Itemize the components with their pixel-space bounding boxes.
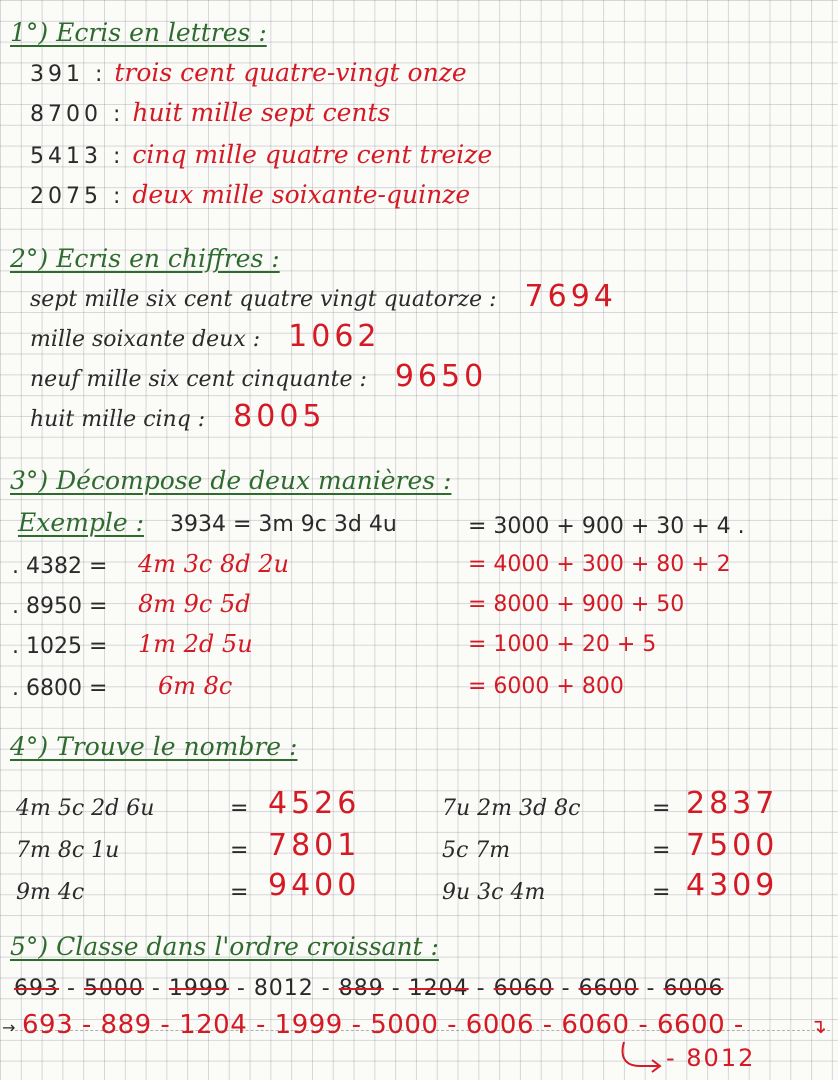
s3-decomposition-a: 6m 8c xyxy=(158,672,233,700)
s5-answer-tail: - 8012 xyxy=(666,1044,756,1072)
s1-number: 391 : xyxy=(30,62,107,87)
s4-right-question: 9u 3c 4m xyxy=(442,880,546,905)
s5-separator: - xyxy=(143,976,169,1001)
s5-list-item: 5000 xyxy=(83,976,144,1001)
s3-example-label: Exemple : xyxy=(18,508,145,537)
s1-row-1 xyxy=(30,58,467,90)
s3-decomposition-a: 4m 3c 8d 2u xyxy=(138,550,289,578)
s4-equals: = xyxy=(230,796,249,821)
s5-list-item: 6006 xyxy=(663,976,724,1001)
s4-left-question: 7m 8c 1u xyxy=(16,838,120,863)
s5-separator: - xyxy=(553,976,579,1001)
s3-number: . 1025 = xyxy=(12,634,108,659)
s3-decomposition-b: = 1000 + 20 + 5 xyxy=(468,632,657,657)
s3-decomposition-b: = 4000 + 300 + 80 + 2 xyxy=(468,552,731,577)
s5-separator: - xyxy=(468,976,494,1001)
s2-answer: 1062 xyxy=(288,319,381,354)
s3-example xyxy=(18,508,397,540)
s4-right-question: 5c 7m xyxy=(442,838,511,863)
s3-number: . 6800 = xyxy=(12,676,108,701)
s3-decomposition-b: = 6000 + 800 xyxy=(468,674,624,699)
s2-answer: 9650 xyxy=(394,359,488,394)
s2-row-1 xyxy=(30,279,617,315)
s5-separator: - xyxy=(59,976,84,1001)
s2-question: mille soixante deux : xyxy=(30,327,261,352)
section-1-title: 1°) Ecris en lettres : xyxy=(10,18,267,47)
s5-list-item: 6060 xyxy=(493,976,554,1001)
s5-list-item: 6600 xyxy=(578,976,639,1001)
s5-list-item: 693 xyxy=(14,976,59,1001)
s4-equals: = xyxy=(230,880,249,905)
s4-left-question: 4m 5c 2d 6u xyxy=(16,796,155,821)
s5-number-list xyxy=(14,976,724,1001)
s2-answer: 8005 xyxy=(233,399,326,434)
s2-row-2 xyxy=(30,319,381,355)
s1-number: 5413 : xyxy=(30,144,125,169)
s3-decomposition-b: = 8000 + 900 + 50 xyxy=(468,592,685,617)
s4-left-answer: 4526 xyxy=(268,786,361,821)
s5-list-item: 1204 xyxy=(408,976,469,1001)
s2-question: sept mille six cent quatre vingt quatorze : xyxy=(30,287,497,312)
s4-equals: = xyxy=(652,880,671,905)
s5-arrow-icon: → xyxy=(2,1018,16,1037)
s5-separator: - xyxy=(313,976,339,1001)
s4-right-answer: 4309 xyxy=(686,868,779,903)
s3-example-right: = 3000 + 900 + 30 + 4 . xyxy=(468,514,745,539)
s4-right-question: 7u 2m 3d 8c xyxy=(442,796,581,821)
s2-question: huit mille cinq : xyxy=(30,407,206,432)
s4-right-answer: 7500 xyxy=(686,828,779,863)
s1-answer: trois cent quatre-vingt onze xyxy=(114,58,467,87)
s4-right-answer: 2837 xyxy=(686,786,779,821)
s5-list-item: 889 xyxy=(338,976,384,1001)
s5-continue-arrow-icon: ↴ xyxy=(810,1014,827,1038)
s4-left-answer: 9400 xyxy=(268,868,361,903)
s4-equals: = xyxy=(652,838,671,863)
s5-hook-arrow-icon xyxy=(618,1040,668,1074)
s1-answer: cinq mille quatre cent treize xyxy=(132,140,493,169)
s1-number: 2075 : xyxy=(30,184,125,209)
s3-decomposition-a: 8m 9c 5d xyxy=(138,590,251,618)
s5-ordered-answer: 693 - 889 - 1204 - 1999 - 5000 - 6006 - 6060 - 6600 - xyxy=(22,1010,744,1040)
s1-row-2 xyxy=(30,98,390,130)
s1-row-3 xyxy=(30,140,492,172)
section-5-title: 5°) Classe dans l'ordre croissant : xyxy=(10,932,439,961)
s2-row-3 xyxy=(30,359,488,395)
s4-left-question: 9m 4c xyxy=(16,880,85,905)
s2-answer: 7694 xyxy=(524,279,617,314)
s3-decomposition-a: 1m 2d 5u xyxy=(138,630,253,658)
s1-answer: huit mille sept cents xyxy=(132,98,391,127)
s1-number: 8700 : xyxy=(30,102,125,127)
s3-number: . 4382 = xyxy=(12,554,108,579)
s1-row-4 xyxy=(30,180,470,212)
section-2-title: 2°) Ecris en chiffres : xyxy=(10,244,280,273)
s5-list-item: 1999 xyxy=(168,976,229,1001)
s4-equals: = xyxy=(652,796,671,821)
s3-example-left: 3934 = 3m 9c 3d 4u xyxy=(169,512,397,537)
s3-number: . 8950 = xyxy=(12,594,108,619)
s2-row-4 xyxy=(30,399,326,435)
s5-list-item: 8012 xyxy=(253,976,314,1001)
section-3-title: 3°) Décompose de deux manières : xyxy=(10,466,452,495)
s4-equals: = xyxy=(230,838,249,863)
s5-separator: - xyxy=(228,976,254,1001)
s2-question: neuf mille six cent cinquante : xyxy=(30,367,367,392)
s4-left-answer: 7801 xyxy=(268,828,361,863)
s5-separator: - xyxy=(383,976,409,1001)
s1-answer: deux mille soixante-quinze xyxy=(132,180,471,209)
s5-separator: - xyxy=(638,976,664,1001)
section-4-title: 4°) Trouve le nombre : xyxy=(10,732,298,761)
